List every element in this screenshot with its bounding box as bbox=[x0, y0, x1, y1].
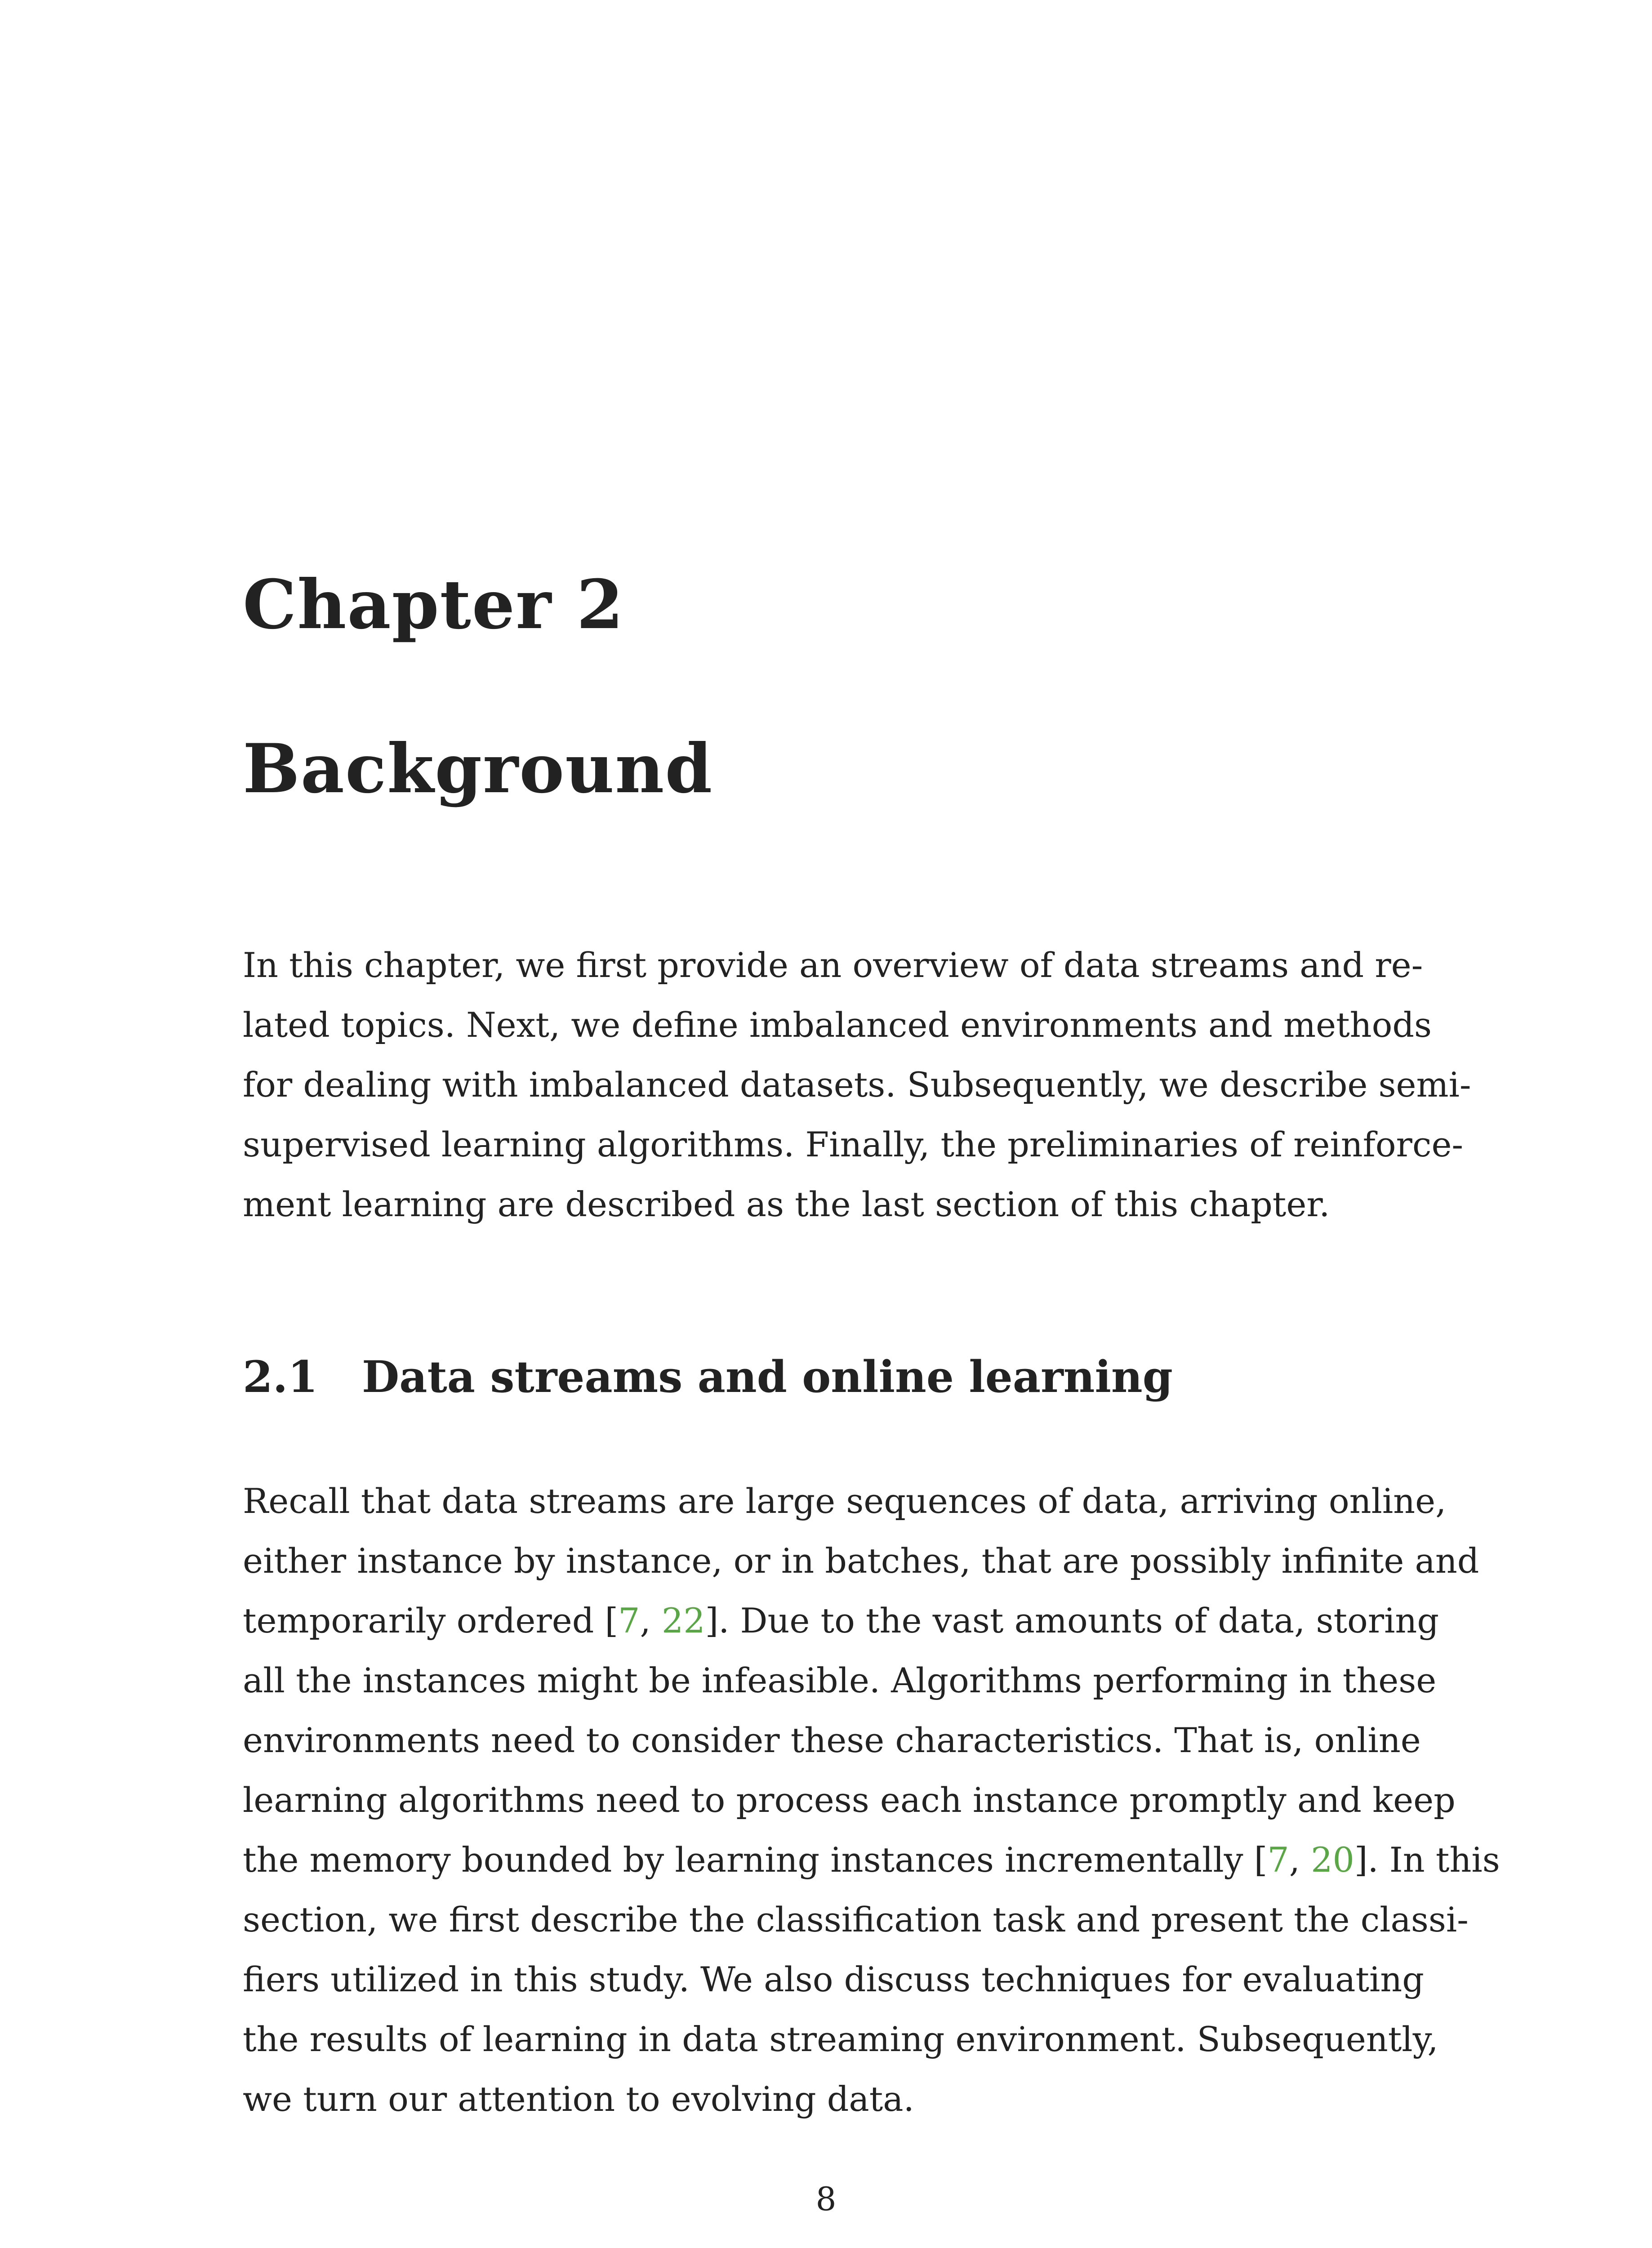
citation-separator: , bbox=[640, 1601, 662, 1641]
citation-link[interactable]: 7 bbox=[1267, 1840, 1289, 1880]
body-text: the memory bounded by learning instances incrementally [ bbox=[243, 1840, 1268, 1880]
citation-link[interactable]: 22 bbox=[661, 1601, 705, 1641]
intro-line: lated topics. Next, we define imbalanced environments and methods bbox=[243, 1005, 1432, 1045]
chapter-label: Chapter 2 bbox=[243, 565, 624, 644]
body-paragraph bbox=[243, 1471, 1500, 2129]
intro-line: for dealing with imbalanced datasets. Subsequently, we describe semi- bbox=[243, 1065, 1471, 1105]
body-line: all the instances might be infeasible. Algorithms performing in these bbox=[243, 1660, 1437, 1700]
body-line: fiers utilized in this study. We also discuss techniques for evaluating bbox=[243, 1959, 1424, 1999]
body-line: environments need to consider these characteristics. That is, online bbox=[243, 1720, 1421, 1760]
intro-line: ment learning are described as the last section of this chapter. bbox=[243, 1184, 1330, 1224]
intro-line: supervised learning algorithms. Finally, the preliminaries of reinforce- bbox=[243, 1124, 1464, 1164]
section-number: 2.1 bbox=[243, 1351, 318, 1402]
chapter-title: Background bbox=[243, 729, 713, 808]
intro-paragraph bbox=[243, 935, 1471, 1234]
section-title: Data streams and online learning bbox=[362, 1351, 1173, 1402]
page-number: 8 bbox=[815, 2180, 837, 2218]
body-text: temporarily ordered [ bbox=[243, 1601, 619, 1641]
citation-link[interactable]: 20 bbox=[1311, 1840, 1354, 1880]
body-line bbox=[243, 1591, 1439, 1650]
body-line: Recall that data streams are large sequences of data, arriving online, bbox=[243, 1481, 1447, 1521]
body-line: the results of learning in data streaming environment. Subsequently, bbox=[243, 2019, 1438, 2059]
citation-separator: , bbox=[1289, 1840, 1311, 1880]
body-line: either instance by instance, or in batches, that are possibly infinite and bbox=[243, 1541, 1479, 1581]
body-text: ]. Due to the vast amounts of data, storing bbox=[705, 1601, 1439, 1641]
citation-link[interactable]: 7 bbox=[618, 1601, 640, 1641]
body-line: learning algorithms need to process each instance promptly and keep bbox=[243, 1780, 1456, 1820]
section-heading bbox=[243, 1351, 1173, 1402]
body-line: section, we first describe the classification task and present the classi- bbox=[243, 1900, 1469, 1940]
body-line: we turn our attention to evolving data. bbox=[243, 2079, 914, 2119]
intro-line: In this chapter, we first provide an overview of data streams and re- bbox=[243, 945, 1423, 985]
body-line bbox=[243, 1830, 1500, 1890]
body-text: ]. In this bbox=[1354, 1840, 1500, 1880]
